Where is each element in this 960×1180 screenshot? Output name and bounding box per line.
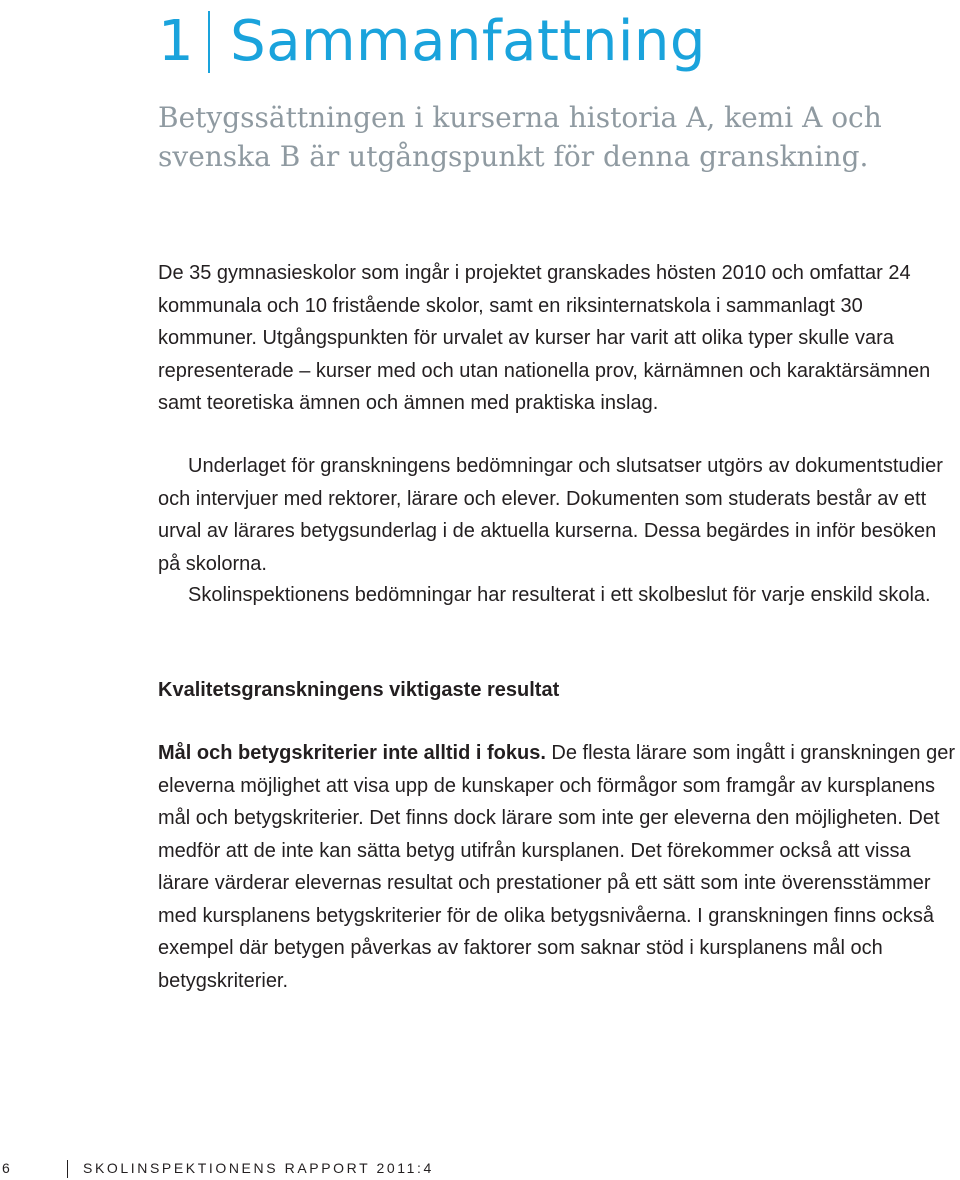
heading-divider: [208, 11, 210, 73]
section-heading: Kvalitetsgranskningens viktigaste resultat: [158, 679, 560, 701]
footer-divider: [67, 1160, 68, 1178]
body-paragraph-3: Skolinspektionens bedömningar har resulterat i ett skolbeslut för varje enskild skola.: [188, 584, 931, 606]
section-paragraph: [158, 737, 960, 997]
body-paragraph-2: Underlaget för granskningens bedömningar och slutsatser utgörs av dokumentstudier och intervjuer med rektorer, lärare och elever. Dokumenten som studerats består av ett urval av lärares betygsunderlag i de aktuella kurserna. Dessa begärdes in inför besöken på skolorna.: [158, 455, 943, 575]
report-title: SKOLINSPEKTIONENS RAPPORT 2011:4: [83, 1160, 434, 1176]
chapter-heading: [158, 2, 706, 82]
runin-heading: Mål och betygskriterier inte alltid i fokus.: [158, 742, 546, 764]
section-text: De flesta lärare som ingått i granskningen ger eleverna möjlighet att visa upp de kunskaper och förmågor som framgår av kursplanens mål och betygskriterier. Det finns dock lärare som inte ger eleverna den möjligheten. Det medför att de inte kan sätta betyg utifrån kursplanen. Det förekommer också att vissa lärare värderar elevernas resultat och prestationer på ett sätt som inte överensstämmer med kursplanens betygskriterier för de olika betygsnivåerna. I granskningen finns också exempel där betygen påverkas av faktorer som saknar stöd i kursplanens mål och betygskriterier.: [158, 742, 955, 992]
body-paragraph-1: De 35 gymnasieskolor som ingår i projektet granskades hösten 2010 och omfattar 24 kommunala och 10 fristående skolor, samt en riksinternatskola i sammanlagt 30 kommuner. Utgångspunkten för urvalet av kurser har varit att olika typer skulle vara representerade – kurser med och utan nationella prov, kärnämnen och karaktärsämnen samt teoretiska ämnen och ämnen med praktiska inslag.: [158, 262, 931, 414]
page-number: 6: [2, 1160, 10, 1176]
chapter-number: 1: [158, 9, 195, 74]
chapter-title: Sammanfattning: [230, 9, 706, 74]
lead-paragraph: Betygssättningen i kurserna historia A, kemi A och svenska B är utgångspunkt för denna granskning.: [158, 101, 882, 173]
